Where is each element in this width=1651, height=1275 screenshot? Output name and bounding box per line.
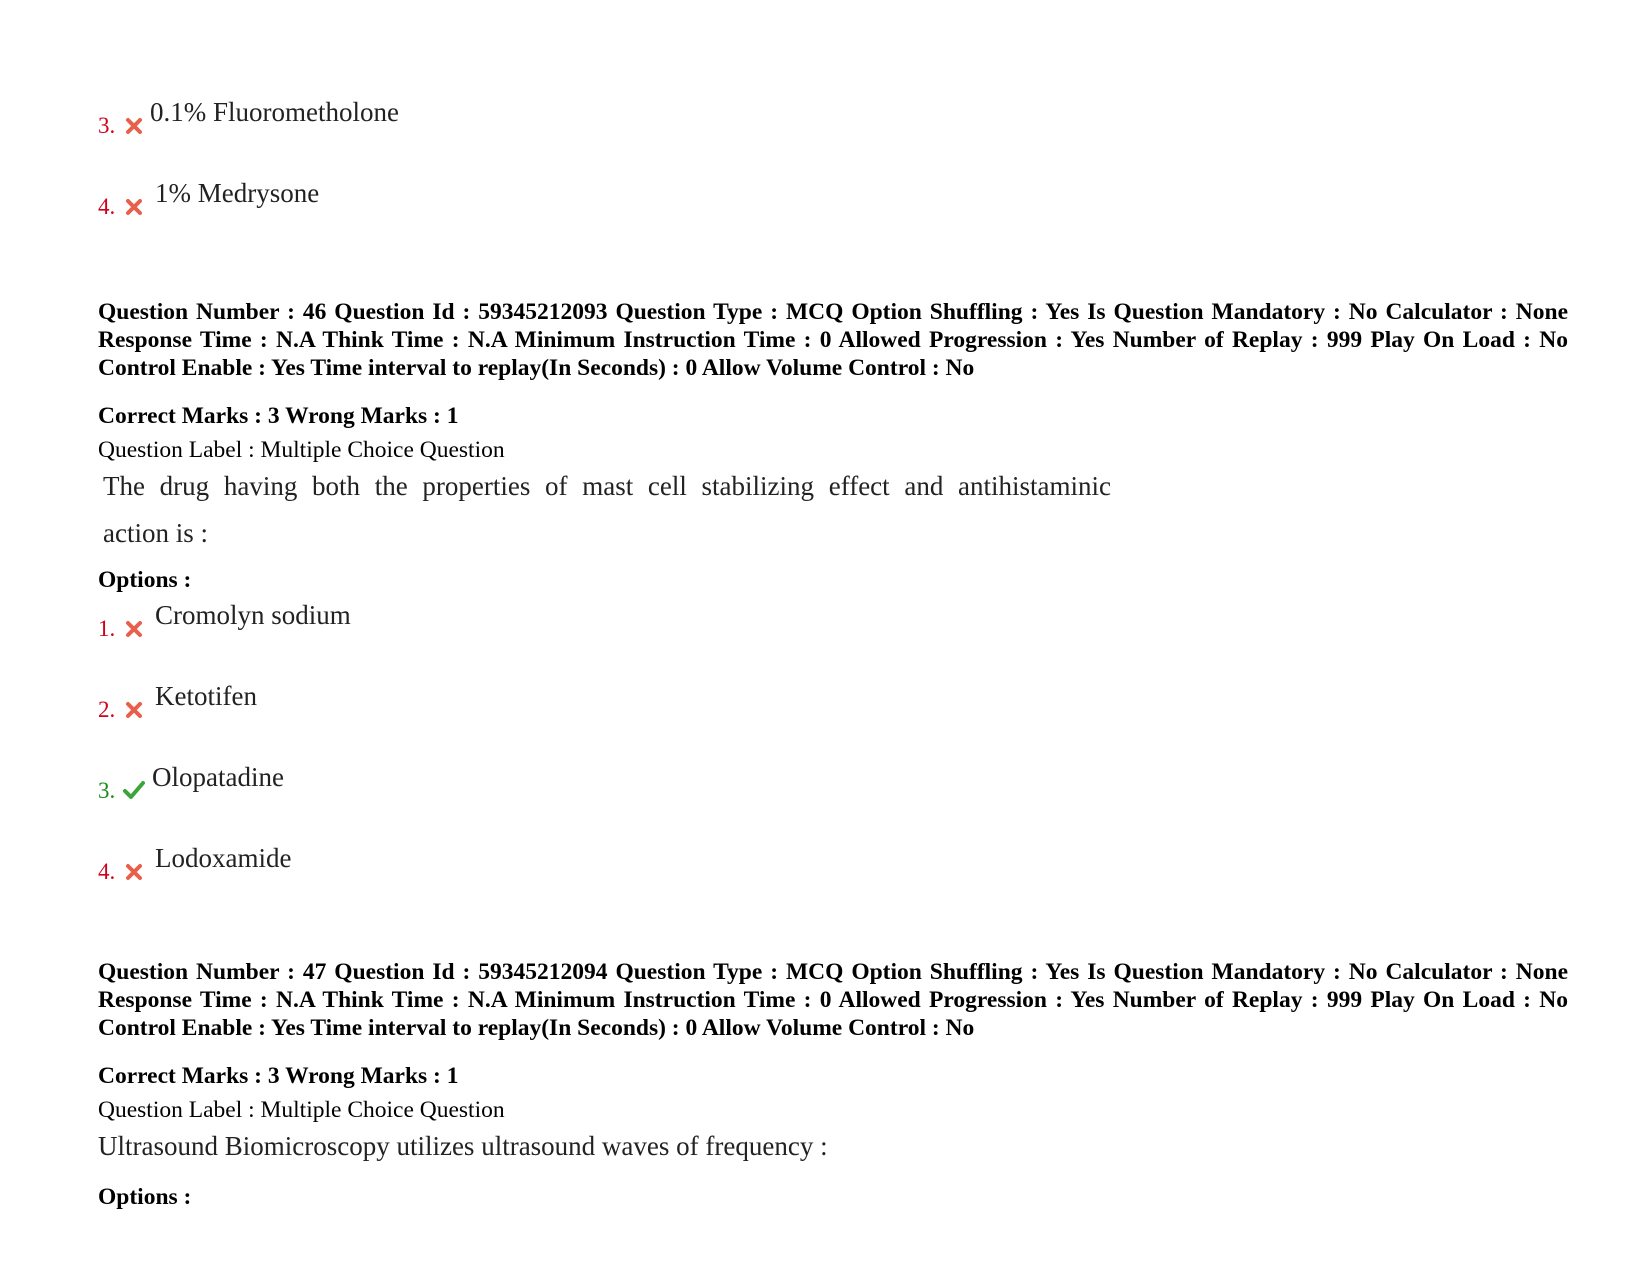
option-number: 2. (98, 697, 116, 722)
cross-icon (125, 198, 143, 216)
option-item (98, 600, 798, 640)
option-item (98, 843, 798, 883)
question-text-line: Ultrasound Biomicroscopy utilizes ultrasound waves of frequency : (98, 1131, 828, 1161)
option-text: 1% Medrysone (155, 178, 320, 208)
option-item (98, 178, 798, 218)
cross-icon (125, 620, 143, 638)
option-item (98, 681, 798, 721)
question-text-line: action is : (103, 518, 208, 548)
option-text: Cromolyn sodium (155, 600, 351, 630)
options-label: Options : (98, 567, 192, 593)
question-marks: Correct Marks : 3 Wrong Marks : 1 (98, 1063, 459, 1089)
option-text: Ketotifen (155, 681, 257, 711)
option-number: 4. (98, 194, 116, 219)
cross-icon (125, 117, 143, 135)
question-meta: Question Number : 46 Question Id : 59345212093 Question Type : MCQ Option Shuffling : Yes Is Question Mandatory : No Calculator : None Response Time : N.A Think Time : N.A Minimum Instruction Time : 0 Allowed Progression : Yes Number of Replay : 999 Play On Load : No Control Enable : Yes Time interval to replay(In Seconds) : 0 Allow Volume Control : No (98, 299, 1568, 381)
option-text: 0.1% Fluorometholone (150, 97, 399, 127)
option-text: Olopatadine (152, 762, 284, 792)
question-meta: Question Number : 47 Question Id : 59345212094 Question Type : MCQ Option Shuffling : Yes Is Question Mandatory : No Calculator : None Response Time : N.A Think Time : N.A Minimum Instruction Time : 0 Allowed Progression : Yes Number of Replay : 999 Play On Load : No Control Enable : Yes Time interval to replay(In Seconds) : 0 Allow Volume Control : No (98, 959, 1568, 1041)
check-icon (123, 780, 145, 800)
option-number: 1. (98, 616, 116, 641)
question-label: Question Label : Multiple Choice Question (98, 437, 505, 463)
option-number: 3. (98, 778, 116, 803)
question-marks: Correct Marks : 3 Wrong Marks : 1 (98, 403, 459, 429)
question-label: Question Label : Multiple Choice Question (98, 1097, 505, 1123)
option-item (98, 762, 798, 802)
cross-icon (125, 701, 143, 719)
question-text-line: The drug having both the properties of mast cell stabilizing effect and antihistaminic (103, 471, 1111, 501)
options-label: Options : (98, 1184, 192, 1210)
cross-icon (125, 863, 143, 881)
option-item (98, 97, 798, 137)
option-number: 4. (98, 859, 116, 884)
option-number: 3. (98, 113, 116, 138)
option-text: Lodoxamide (155, 843, 292, 873)
